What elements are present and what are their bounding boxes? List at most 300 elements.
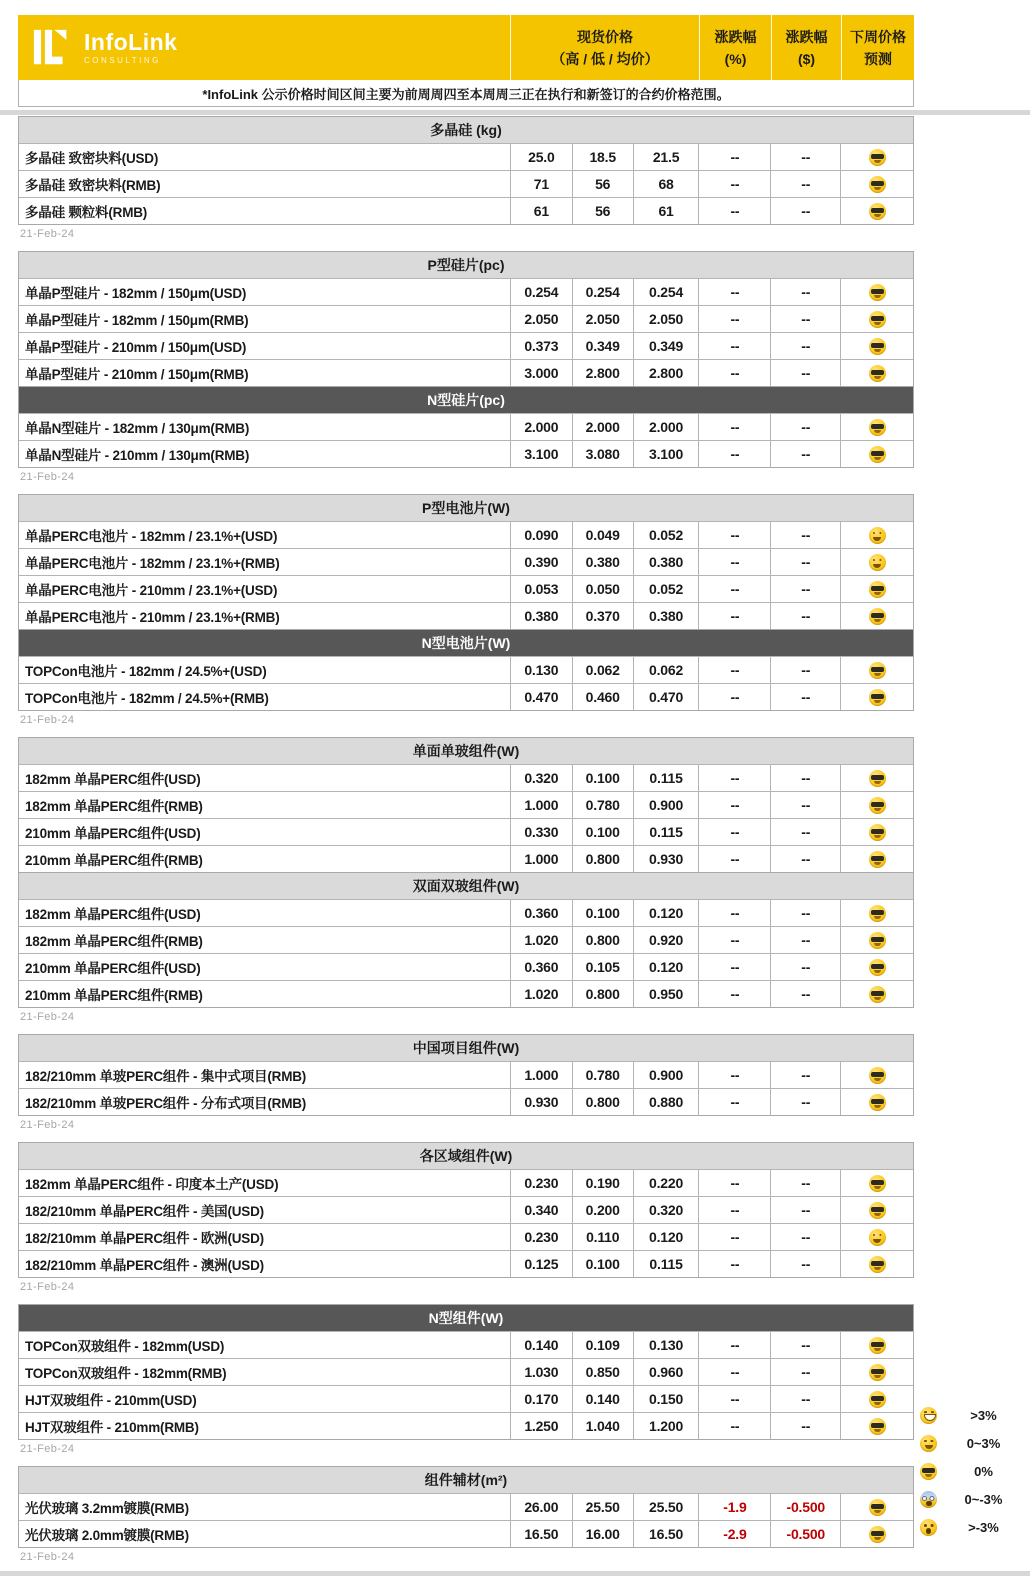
price-block <box>18 1466 914 1565</box>
price-avg: 0.960 <box>633 1359 699 1385</box>
section-date: 21-Feb-24 <box>20 471 75 483</box>
change-percent: -- <box>698 684 770 710</box>
forecast-cell <box>840 819 913 845</box>
section <box>18 1304 914 1440</box>
price-avg: 0.470 <box>633 684 699 710</box>
forecast-cell <box>840 900 913 926</box>
emoji-sunglasses-icon <box>920 1463 937 1480</box>
product-label: HJT双玻组件 - 210mm(USD) <box>25 1393 197 1408</box>
forecast-cell <box>840 1332 913 1358</box>
emoji-sunglasses-icon <box>869 1067 886 1084</box>
column-header-change-usd <box>771 15 841 80</box>
price-low: 0.780 <box>572 792 633 818</box>
product-label: 182/210mm 单晶PERC组件 - 澳洲(USD) <box>25 1258 264 1273</box>
price-high: 0.373 <box>510 333 572 359</box>
forecast-cell <box>840 441 913 467</box>
forecast-cell <box>840 1359 913 1385</box>
change-usd: -- <box>770 306 840 332</box>
forecast-cell <box>840 1413 913 1439</box>
change-usd: -- <box>770 657 840 683</box>
change-usd: -- <box>770 927 840 953</box>
forecast-cell <box>840 360 913 386</box>
change-usd: -- <box>770 414 840 440</box>
change-usd: -- <box>770 360 840 386</box>
change-percent: -- <box>698 279 770 305</box>
price-low: 0.370 <box>572 603 633 629</box>
price-avg: 2.050 <box>633 306 699 332</box>
emoji-smile-icon <box>869 527 886 544</box>
emoji-sunglasses-icon <box>869 770 886 787</box>
legend-label: 0% <box>974 1463 993 1479</box>
emoji-smile-icon <box>920 1435 937 1452</box>
change-percent: -- <box>698 522 770 548</box>
price-sections <box>18 116 914 1565</box>
change-usd: -- <box>770 792 840 818</box>
price-avg: 0.120 <box>633 954 699 980</box>
table-row <box>19 1412 913 1439</box>
forecast-cell <box>840 1062 913 1088</box>
change-usd: -- <box>770 765 840 791</box>
spot-price-subtitle: （高 / 低 / 均价） <box>551 50 659 67</box>
price-avg: 0.900 <box>633 1062 699 1088</box>
price-low: 0.109 <box>572 1332 633 1358</box>
change-percent: -- <box>698 981 770 1007</box>
change-percent-title: 涨跌幅 <box>714 28 757 45</box>
table-row <box>19 521 913 548</box>
price-avg: 0.052 <box>633 522 699 548</box>
legend-item <box>912 1457 1030 1485</box>
price-low: 2.050 <box>572 306 633 332</box>
emoji-sunglasses-icon <box>869 1175 886 1192</box>
section-date: 21-Feb-24 <box>20 1551 75 1563</box>
price-low: 2.000 <box>572 414 633 440</box>
change-percent: -- <box>698 1224 770 1250</box>
price-high: 0.125 <box>510 1251 572 1277</box>
price-low: 0.100 <box>572 819 633 845</box>
change-usd: -- <box>770 1332 840 1358</box>
price-avg: 0.115 <box>633 819 699 845</box>
price-avg: 0.115 <box>633 1251 699 1277</box>
table-row <box>19 1061 913 1088</box>
section-title: P型电池片(W) <box>19 495 913 521</box>
product-label: 210mm 单晶PERC组件(USD) <box>25 961 201 976</box>
change-percent: -- <box>698 414 770 440</box>
price-avg: 3.100 <box>633 441 699 467</box>
price-high: 1.000 <box>510 846 572 872</box>
price-low: 0.100 <box>572 765 633 791</box>
change-percent: -2.9 <box>698 1521 770 1547</box>
emoji-sunglasses-icon <box>869 1337 886 1354</box>
forecast-cell <box>840 1494 913 1520</box>
product-label: 光伏玻璃 3.2mm镀膜(RMB) <box>25 1501 189 1516</box>
change-percent: -1.9 <box>698 1494 770 1520</box>
price-low: 0.850 <box>572 1359 633 1385</box>
table-row <box>19 1250 913 1277</box>
change-usd: -- <box>770 1413 840 1439</box>
price-avg: 0.115 <box>633 765 699 791</box>
emoji-sunglasses-icon <box>869 1202 886 1219</box>
price-block <box>18 116 914 242</box>
price-avg: 0.130 <box>633 1332 699 1358</box>
table-row <box>19 197 913 224</box>
section-title: N型电池片(W) <box>19 630 913 656</box>
price-high: 3.000 <box>510 360 572 386</box>
price-avg: 25.50 <box>633 1494 699 1520</box>
section-date: 21-Feb-24 <box>20 714 75 726</box>
price-low: 0.380 <box>572 549 633 575</box>
change-usd-title: 涨跌幅 <box>785 28 828 45</box>
emoji-sunglasses-icon <box>869 1364 886 1381</box>
price-low: 0.254 <box>572 279 633 305</box>
section-title: 各区域组件(W) <box>19 1143 913 1169</box>
section-date: 21-Feb-24 <box>20 228 75 240</box>
change-usd: -- <box>770 279 840 305</box>
emoji-sunglasses-icon <box>869 446 886 463</box>
column-header-change-percent <box>699 15 771 80</box>
change-usd: -0.500 <box>770 1494 840 1520</box>
emoji-sunglasses-icon <box>869 203 886 220</box>
price-low: 1.040 <box>572 1413 633 1439</box>
table-row <box>19 656 913 683</box>
forecast-cell <box>840 1089 913 1115</box>
legend-item <box>912 1485 1030 1513</box>
forecast-cell <box>840 576 913 602</box>
forecast-cell <box>840 1251 913 1277</box>
product-label: 单晶N型硅片 - 182mm / 130μm(RMB) <box>25 421 250 436</box>
price-block <box>18 1142 914 1295</box>
product-label: 210mm 单晶PERC组件(RMB) <box>25 853 203 868</box>
infolink-logo-icon <box>32 28 74 68</box>
change-usd: -- <box>770 1224 840 1250</box>
emoji-sunglasses-icon <box>869 311 886 328</box>
section <box>18 386 914 468</box>
product-label: HJT双玻组件 - 210mm(RMB) <box>25 1420 199 1435</box>
table-row <box>19 548 913 575</box>
product-label: 210mm 单晶PERC组件(RMB) <box>25 988 203 1003</box>
emoji-sunglasses-icon <box>869 149 886 166</box>
emoji-sunglasses-icon <box>869 851 886 868</box>
product-label: 182/210mm 单晶PERC组件 - 美国(USD) <box>25 1204 264 1219</box>
section-title: N型硅片(pc) <box>19 387 913 413</box>
legend-item <box>912 1401 1030 1429</box>
price-high: 0.230 <box>510 1224 572 1250</box>
price-block <box>18 1034 914 1133</box>
price-high: 1.000 <box>510 1062 572 1088</box>
product-label: 182/210mm 单玻PERC组件 - 集中式项目(RMB) <box>25 1069 307 1084</box>
price-low: 0.800 <box>572 846 633 872</box>
price-low: 0.200 <box>572 1197 633 1223</box>
emoji-sunglasses-icon <box>869 959 886 976</box>
price-block <box>18 251 914 485</box>
price-avg: 0.900 <box>633 792 699 818</box>
legend-label: 0~3% <box>966 1435 1001 1451</box>
product-label: TOPCon双玻组件 - 182mm(RMB) <box>25 1366 227 1381</box>
price-avg: 0.320 <box>633 1197 699 1223</box>
price-high: 1.000 <box>510 792 572 818</box>
forecast-cell <box>840 1197 913 1223</box>
table-row <box>19 1358 913 1385</box>
table-row <box>19 1493 913 1520</box>
change-usd: -- <box>770 819 840 845</box>
price-low: 0.050 <box>572 576 633 602</box>
price-high: 1.030 <box>510 1359 572 1385</box>
change-usd: -- <box>770 603 840 629</box>
change-usd: -- <box>770 954 840 980</box>
price-avg: 0.254 <box>633 279 699 305</box>
price-avg: 0.062 <box>633 657 699 683</box>
table-row <box>19 1088 913 1115</box>
section <box>18 872 914 1008</box>
change-usd: -- <box>770 846 840 872</box>
price-low: 0.100 <box>572 1251 633 1277</box>
price-high: 0.230 <box>510 1170 572 1196</box>
forecast-cell <box>840 198 913 224</box>
forecast-cell <box>840 549 913 575</box>
forecast-cell <box>840 954 913 980</box>
emoji-sunglasses-icon <box>869 932 886 949</box>
change-percent: -- <box>698 1332 770 1358</box>
price-low: 0.780 <box>572 1062 633 1088</box>
price-avg: 0.349 <box>633 333 699 359</box>
price-avg: 61 <box>633 198 699 224</box>
table-row <box>19 926 913 953</box>
table-row <box>19 1196 913 1223</box>
forecast-cell <box>840 171 913 197</box>
change-usd: -- <box>770 333 840 359</box>
product-label: 单晶PERC电池片 - 182mm / 23.1%+(USD) <box>25 529 278 544</box>
change-percent: -- <box>698 900 770 926</box>
table-row <box>19 791 913 818</box>
change-percent: -- <box>698 1197 770 1223</box>
price-low: 0.062 <box>572 657 633 683</box>
emoji-grin-icon <box>920 1407 937 1424</box>
price-low: 0.349 <box>572 333 633 359</box>
price-high: 0.254 <box>510 279 572 305</box>
price-block <box>18 494 914 728</box>
emoji-scream-icon <box>920 1491 937 1508</box>
emoji-shock-icon <box>920 1519 937 1536</box>
price-low: 56 <box>572 198 633 224</box>
legend-item <box>912 1513 1030 1541</box>
product-label: 单晶P型硅片 - 182mm / 150μm(USD) <box>25 286 247 301</box>
change-percent: -- <box>698 1413 770 1439</box>
price-high: 0.090 <box>510 522 572 548</box>
emoji-sunglasses-icon <box>869 1391 886 1408</box>
section-title: 中国项目组件(W) <box>19 1035 913 1061</box>
legend-label: >3% <box>970 1407 997 1423</box>
price-block <box>18 737 914 1025</box>
emoji-sunglasses-icon <box>869 1499 886 1516</box>
change-percent-unit: (%) <box>724 50 747 67</box>
forecast-cell <box>840 792 913 818</box>
product-label: TOPCon电池片 - 182mm / 24.5%+(USD) <box>25 664 267 679</box>
price-low: 2.800 <box>572 360 633 386</box>
forecast-cell <box>840 522 913 548</box>
price-avg: 0.930 <box>633 846 699 872</box>
table-row <box>19 1331 913 1358</box>
legend-label: 0~-3% <box>964 1491 1003 1507</box>
forecast-cell <box>840 414 913 440</box>
forecast-cell <box>840 684 913 710</box>
section <box>18 737 914 873</box>
emoji-sunglasses-icon <box>869 284 886 301</box>
price-high: 0.930 <box>510 1089 572 1115</box>
emoji-sunglasses-icon <box>869 824 886 841</box>
section <box>18 1466 914 1548</box>
section-title: 双面双玻组件(W) <box>19 873 913 899</box>
emoji-sunglasses-icon <box>869 608 886 625</box>
change-usd: -- <box>770 549 840 575</box>
price-avg: 0.950 <box>633 981 699 1007</box>
section-title: N型组件(W) <box>19 1305 913 1331</box>
price-avg: 1.200 <box>633 1413 699 1439</box>
change-usd: -- <box>770 198 840 224</box>
table-row <box>19 143 913 170</box>
change-percent: -- <box>698 441 770 467</box>
section <box>18 1034 914 1116</box>
price-high: 16.50 <box>510 1521 572 1547</box>
brand-area <box>18 15 510 80</box>
change-percent: -- <box>698 198 770 224</box>
column-header-forecast <box>841 15 914 80</box>
price-low: 0.800 <box>572 1089 633 1115</box>
price-low: 56 <box>572 171 633 197</box>
product-label: 182mm 单晶PERC组件(USD) <box>25 772 201 787</box>
forecast-cell <box>840 1170 913 1196</box>
forecast-legend <box>912 1401 1030 1541</box>
product-label: TOPCon电池片 - 182mm / 24.5%+(RMB) <box>25 691 269 706</box>
price-high: 0.380 <box>510 603 572 629</box>
price-high: 3.100 <box>510 441 572 467</box>
price-high: 0.130 <box>510 657 572 683</box>
price-high: 0.470 <box>510 684 572 710</box>
price-avg: 0.052 <box>633 576 699 602</box>
product-label: 多晶硅 颗粒料(RMB) <box>25 205 148 220</box>
change-usd: -- <box>770 144 840 170</box>
price-block <box>18 1304 914 1457</box>
price-low: 0.110 <box>572 1224 633 1250</box>
change-usd: -- <box>770 1251 840 1277</box>
change-usd: -- <box>770 1359 840 1385</box>
price-avg: 0.380 <box>633 549 699 575</box>
price-low: 0.140 <box>572 1386 633 1412</box>
emoji-sunglasses-icon <box>869 1094 886 1111</box>
price-high: 0.360 <box>510 954 572 980</box>
table-header <box>18 15 914 80</box>
change-percent: -- <box>698 1386 770 1412</box>
table-row <box>19 170 913 197</box>
change-percent: -- <box>698 1089 770 1115</box>
change-percent: -- <box>698 1251 770 1277</box>
emoji-sunglasses-icon <box>869 1526 886 1543</box>
table-row <box>19 305 913 332</box>
price-avg: 21.5 <box>633 144 699 170</box>
table-row <box>19 575 913 602</box>
report-table <box>18 15 914 1565</box>
change-usd: -- <box>770 1062 840 1088</box>
price-high: 2.000 <box>510 414 572 440</box>
change-usd: -- <box>770 1197 840 1223</box>
forecast-title: 下周价格 <box>850 28 906 45</box>
table-row <box>19 764 913 791</box>
table-row <box>19 980 913 1007</box>
price-high: 1.020 <box>510 981 572 1007</box>
brand-text <box>84 30 177 65</box>
table-row <box>19 1520 913 1547</box>
section <box>18 629 914 711</box>
price-low: 25.50 <box>572 1494 633 1520</box>
change-usd: -- <box>770 981 840 1007</box>
brand-name: InfoLink <box>84 29 178 55</box>
product-label: 光伏玻璃 2.0mm镀膜(RMB) <box>25 1528 189 1543</box>
section-title: P型硅片(pc) <box>19 252 913 278</box>
change-percent: -- <box>698 360 770 386</box>
table-row <box>19 683 913 710</box>
price-avg: 0.920 <box>633 927 699 953</box>
price-low: 16.00 <box>572 1521 633 1547</box>
table-row <box>19 953 913 980</box>
product-label: 182mm 单晶PERC组件(USD) <box>25 907 201 922</box>
price-high: 26.00 <box>510 1494 572 1520</box>
table-row <box>19 1169 913 1196</box>
change-percent: -- <box>698 1359 770 1385</box>
forecast-cell <box>840 1521 913 1547</box>
change-usd-unit: ($) <box>797 50 816 67</box>
change-percent: -- <box>698 576 770 602</box>
price-avg: 16.50 <box>633 1521 699 1547</box>
forecast-cell <box>840 657 913 683</box>
emoji-sunglasses-icon <box>869 905 886 922</box>
change-percent: -- <box>698 549 770 575</box>
price-high: 71 <box>510 171 572 197</box>
emoji-smile-icon <box>869 554 886 571</box>
legend-item <box>912 1429 1030 1457</box>
spot-price-title: 现货价格 <box>577 28 633 45</box>
product-label: 210mm 单晶PERC组件(USD) <box>25 826 201 841</box>
forecast-cell <box>840 1386 913 1412</box>
emoji-sunglasses-icon <box>869 1256 886 1273</box>
emoji-sunglasses-icon <box>869 419 886 436</box>
table-row <box>19 899 913 926</box>
table-row <box>19 602 913 629</box>
emoji-sunglasses-icon <box>869 365 886 382</box>
change-percent: -- <box>698 1062 770 1088</box>
change-usd: -- <box>770 900 840 926</box>
emoji-sunglasses-icon <box>869 581 886 598</box>
change-usd: -- <box>770 171 840 197</box>
table-row <box>19 818 913 845</box>
price-high: 0.340 <box>510 1197 572 1223</box>
brand-subtitle: CONSULTING <box>84 56 161 65</box>
section-date: 21-Feb-24 <box>20 1281 75 1293</box>
table-row <box>19 1223 913 1250</box>
section-title: 组件辅材(m²) <box>19 1467 913 1493</box>
price-low: 0.049 <box>572 522 633 548</box>
change-percent: -- <box>698 819 770 845</box>
forecast-cell <box>840 765 913 791</box>
forecast-cell <box>840 306 913 332</box>
forecast-cell <box>840 279 913 305</box>
emoji-sunglasses-icon <box>869 797 886 814</box>
product-label: 182mm 单晶PERC组件(RMB) <box>25 799 203 814</box>
price-high: 0.390 <box>510 549 572 575</box>
forecast-cell <box>840 981 913 1007</box>
product-label: 182mm 单晶PERC组件(RMB) <box>25 934 203 949</box>
section <box>18 1142 914 1278</box>
price-high: 61 <box>510 198 572 224</box>
section-date: 21-Feb-24 <box>20 1119 75 1131</box>
product-label: 单晶PERC电池片 - 210mm / 23.1%+(USD) <box>25 583 278 598</box>
